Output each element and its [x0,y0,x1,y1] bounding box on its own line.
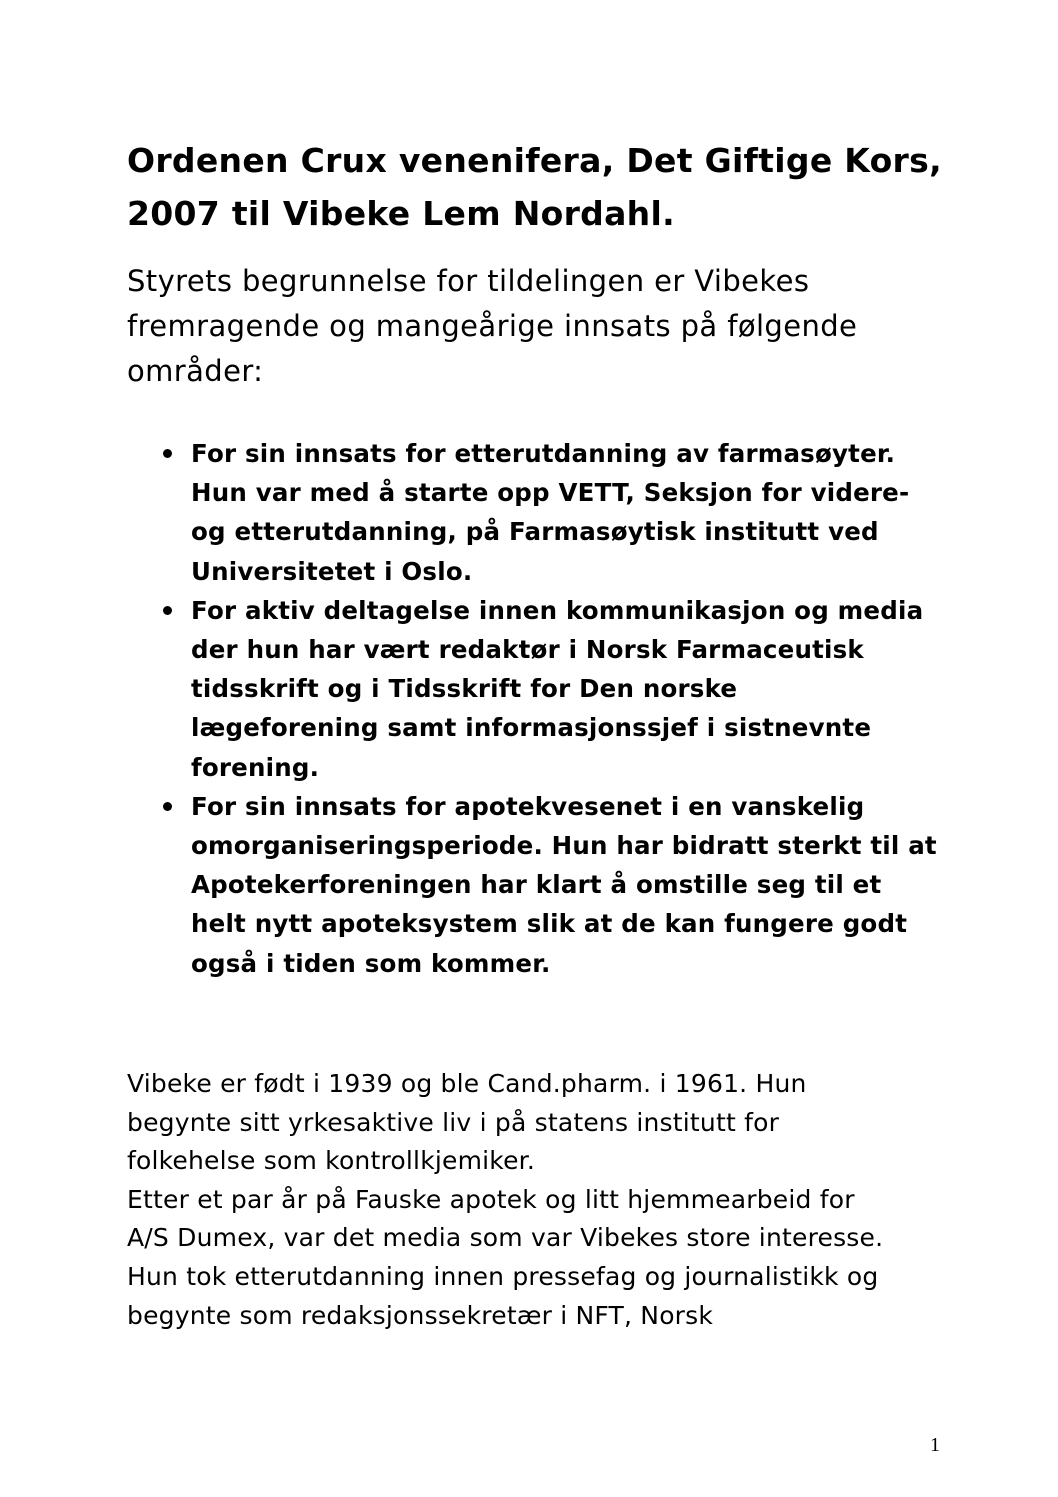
bullet-line: helt nytt apoteksystem slik at de kan fungere godt [191,909,908,939]
bullet-line: Apotekerforeningen har klart å omstille seg til et [191,870,882,900]
bullet-line: lægeforening samt informasjonssjef i sistnevnte [191,713,872,743]
bullet-line: Hun var med å starte opp VETT, Seksjon for videre- [191,478,910,508]
bullet-line: For sin innsats for etterutdanning av farmasøyter. [191,439,896,468]
bullet-line: Universitetet i Oslo. [191,556,473,586]
bio-line: Etter et par år på Fauske apotek og litt hjemmearbeid for [127,1184,855,1214]
bio-line: begynte sitt yrkesaktive liv i på statens institutt for [127,1107,780,1137]
bullet-line: omorganiseringsperiode. Hun har bidratt sterkt til at [191,831,937,861]
bio-line: begynte som redaksjonssekretær i NFT, Norsk [127,1300,714,1330]
page-number: 1 [930,1434,940,1456]
title-line: 2007 til Vibeke Lem Nordahl. [127,194,675,233]
bullet-line: også i tiden som kommer. [191,948,551,978]
bullet-list [127,434,987,983]
bio-line: folkehelse som kontrollkjemiker. [127,1146,535,1176]
bullet-line: der hun har vært redaktør i Norsk Farmaceutisk [191,635,864,665]
bullet-dot-icon [163,449,172,458]
intro-line: fremragende og mangeårige innsats på følgende [127,309,858,343]
bio-line: Vibeke er født i 1939 og ble Cand.pharm. i 1961. Hun [127,1069,807,1098]
intro-paragraph [127,259,987,394]
bullet-line: forening. [191,752,320,782]
bullet-line: tidsskrift og i Tidsskrift for Den norske [191,674,738,704]
intro-line: områder: [127,354,264,388]
bullet-item-pharmacy [127,787,987,983]
document-title [127,134,987,240]
bio-line: Hun tok etterutdanning innen pressefag og journalistikk og [127,1261,879,1291]
intro-line: Styrets begrunnelse for tildelingen er Vibekes [127,264,810,298]
bullet-line: For sin innsats for apotekvesenet i en vanskelig [191,791,865,821]
bullet-dot-icon [163,802,172,811]
bullet-item-education [127,434,987,591]
biography-paragraph [127,1065,987,1335]
bullet-dot-icon [163,606,172,615]
bio-line: A/S Dumex, var det media som var Vibekes store interesse. [127,1223,884,1253]
bullet-line: For aktiv deltagelse innen kommunikasjon og media [191,595,924,625]
bullet-item-media [127,591,987,787]
bullet-line: og etterutdanning, på Farmasøytisk institutt ved [191,517,879,547]
title-line: Ordenen Crux venenifera, Det Giftige Kors, [127,141,942,180]
